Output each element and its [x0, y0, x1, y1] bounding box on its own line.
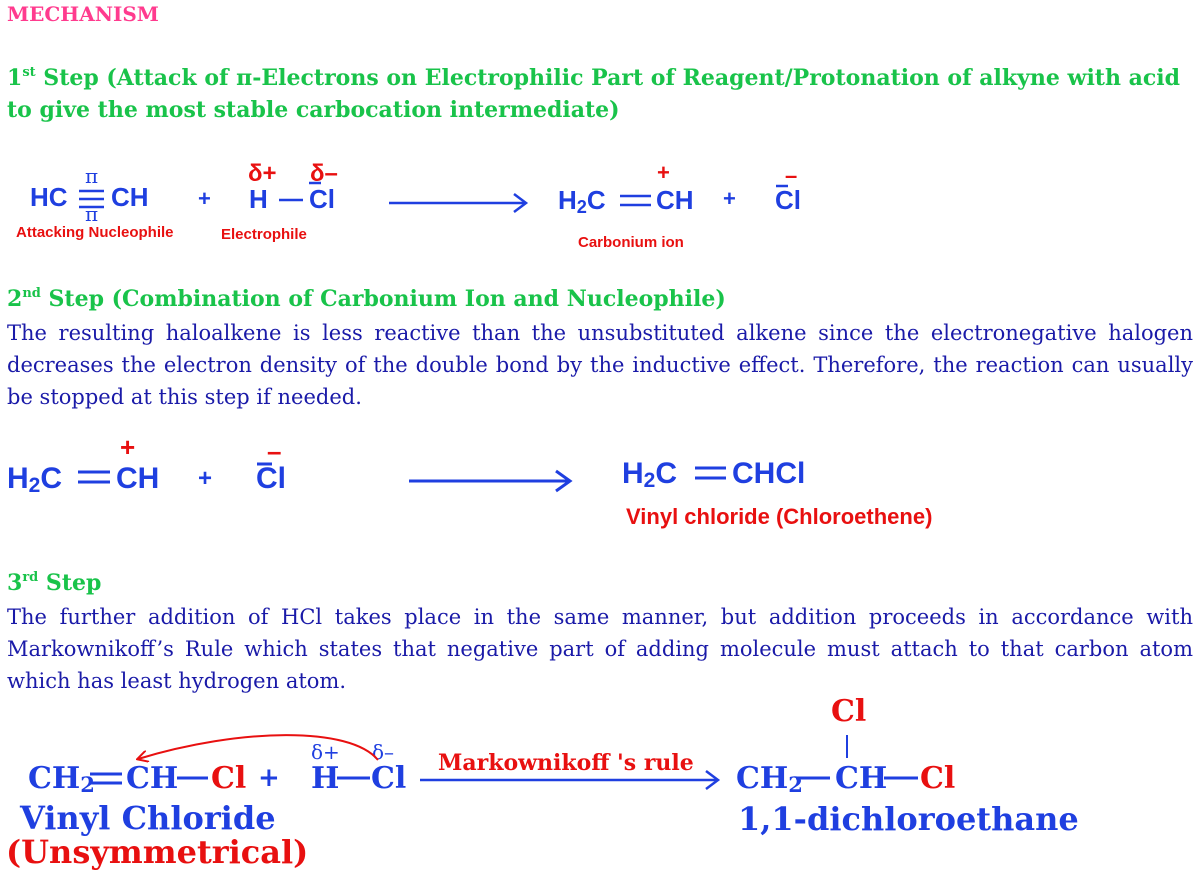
- markownikoff-rule-label: Markownikoff 's rule: [438, 750, 694, 776]
- step1-heading-line2: to give the most stable carbocation intermediate): [7, 97, 620, 123]
- chloride-ion-2: Cl: [256, 462, 286, 495]
- delta-minus-1: δ–: [310, 160, 338, 187]
- vinyl-chcl: CHCl: [732, 457, 806, 490]
- reaction-arrow-2: [409, 471, 570, 491]
- triple-bond: [79, 191, 104, 207]
- vinyl-chloride-label: Vinyl Chloride: [20, 799, 276, 837]
- chloride-charge-2: –: [267, 436, 282, 466]
- step2-number: 2: [7, 286, 23, 312]
- plus-sign-1: +: [198, 186, 211, 211]
- unsymmetrical-label: (Unsymmetrical): [6, 833, 309, 871]
- electron-shift-arrow: [138, 735, 378, 760]
- carbonium-h: H: [558, 185, 577, 215]
- dichloroethane-label: 1,1-dichloroethane: [738, 800, 1079, 838]
- product-ch: CH: [835, 761, 888, 796]
- carbonium-ch: CH: [656, 185, 694, 215]
- markownikoff-arrow: [420, 771, 718, 789]
- label-carbonium-ion: Carbonium ion: [578, 234, 684, 251]
- carbonium2-c: C: [40, 462, 63, 495]
- label-attacking-nucleophile: Attacking Nucleophile: [16, 224, 174, 241]
- hcl-cl-3: Cl: [371, 761, 407, 796]
- step3-ordinal: rd: [22, 570, 39, 585]
- vinyl-sub: 2: [643, 469, 656, 492]
- label-electrophile: Electrophile: [221, 226, 307, 243]
- carbocation-charge-2: +: [120, 432, 136, 462]
- reactant-cl: Cl: [211, 761, 247, 796]
- step3-paragraph: The further addition of HCl takes place in the same manner, but addition proceeds in accordance with Markownikoff’s Rule which states that negative part of adding molecule must attach to that carbon atom which has least hydrogen atom.: [7, 605, 1193, 693]
- step1-number: 1: [7, 65, 23, 91]
- carbonium2-h: H: [7, 462, 29, 495]
- product-top-cl: Cl: [831, 694, 867, 729]
- reactant-ch2-sub: 2: [80, 772, 95, 797]
- plus-sign-3: +: [198, 465, 213, 492]
- vinyl-chloride-name: Vinyl chloride (Chloroethene): [626, 504, 933, 529]
- step2-paragraph: The resulting haloalkene is less reactive than the unsubstituted alkene since the electronegative halogen decreases the electron density of the double bond by the inductive effect. Therefore, the reaction can usually be stopped at this step if needed.: [7, 321, 1193, 409]
- product-ch2-c: CH: [736, 761, 789, 796]
- carbonium-double-bond: [620, 196, 651, 205]
- reaction-arrow-1: [389, 194, 526, 212]
- delta-plus-3: δ+: [311, 740, 340, 764]
- carbonium2-double-bond: [78, 472, 110, 482]
- delta-minus-3: δ–: [372, 740, 395, 764]
- plus-sign-2: +: [723, 186, 736, 211]
- page-title: MECHANISM: [7, 2, 159, 26]
- reactant-double-bond: [90, 774, 122, 783]
- vinyl-c: C: [655, 457, 678, 490]
- step3-heading-text: Step: [38, 570, 102, 596]
- alkyne-right: CH: [111, 182, 149, 212]
- pi-bottom-label: π: [85, 202, 99, 226]
- hcl-cl-1: Cl: [309, 184, 335, 214]
- vinyl-double-bond: [695, 468, 726, 478]
- product-cl: Cl: [920, 761, 956, 796]
- plus-sign-4: +: [258, 763, 280, 793]
- step1-heading-text: Step (Attack of π-Electrons on Electrophilic Part of Reagent/Protonation of alkyne with acid: [35, 65, 1181, 91]
- hcl-h-1: H: [249, 184, 268, 214]
- product-ch2-sub: 2: [788, 772, 803, 797]
- pi-top-label: π: [85, 164, 99, 188]
- carbonium2-sub: 2: [28, 474, 41, 497]
- chloride-charge-1: –: [785, 163, 798, 188]
- carbocation-charge-1: +: [657, 160, 670, 185]
- reactant-ch: CH: [126, 761, 179, 796]
- step2-heading-text: Step (Combination of Carbonium Ion and Nucleophile): [40, 286, 726, 312]
- carbonium-sub: 2: [576, 197, 587, 217]
- delta-plus-1: δ+: [248, 160, 277, 187]
- hcl-h-3: H: [311, 761, 340, 796]
- step2-ordinal: nd: [22, 286, 41, 301]
- vinyl-h: H: [622, 457, 644, 490]
- chloride-ion-1: Cl: [775, 185, 801, 215]
- step1-ordinal: st: [22, 65, 36, 80]
- alkyne-left: HC: [30, 182, 68, 212]
- carbonium2-ch: CH: [116, 462, 160, 495]
- step3-number: 3: [7, 570, 23, 596]
- reactant-ch2-c: CH: [28, 761, 81, 796]
- carbonium-c: C: [586, 185, 606, 215]
